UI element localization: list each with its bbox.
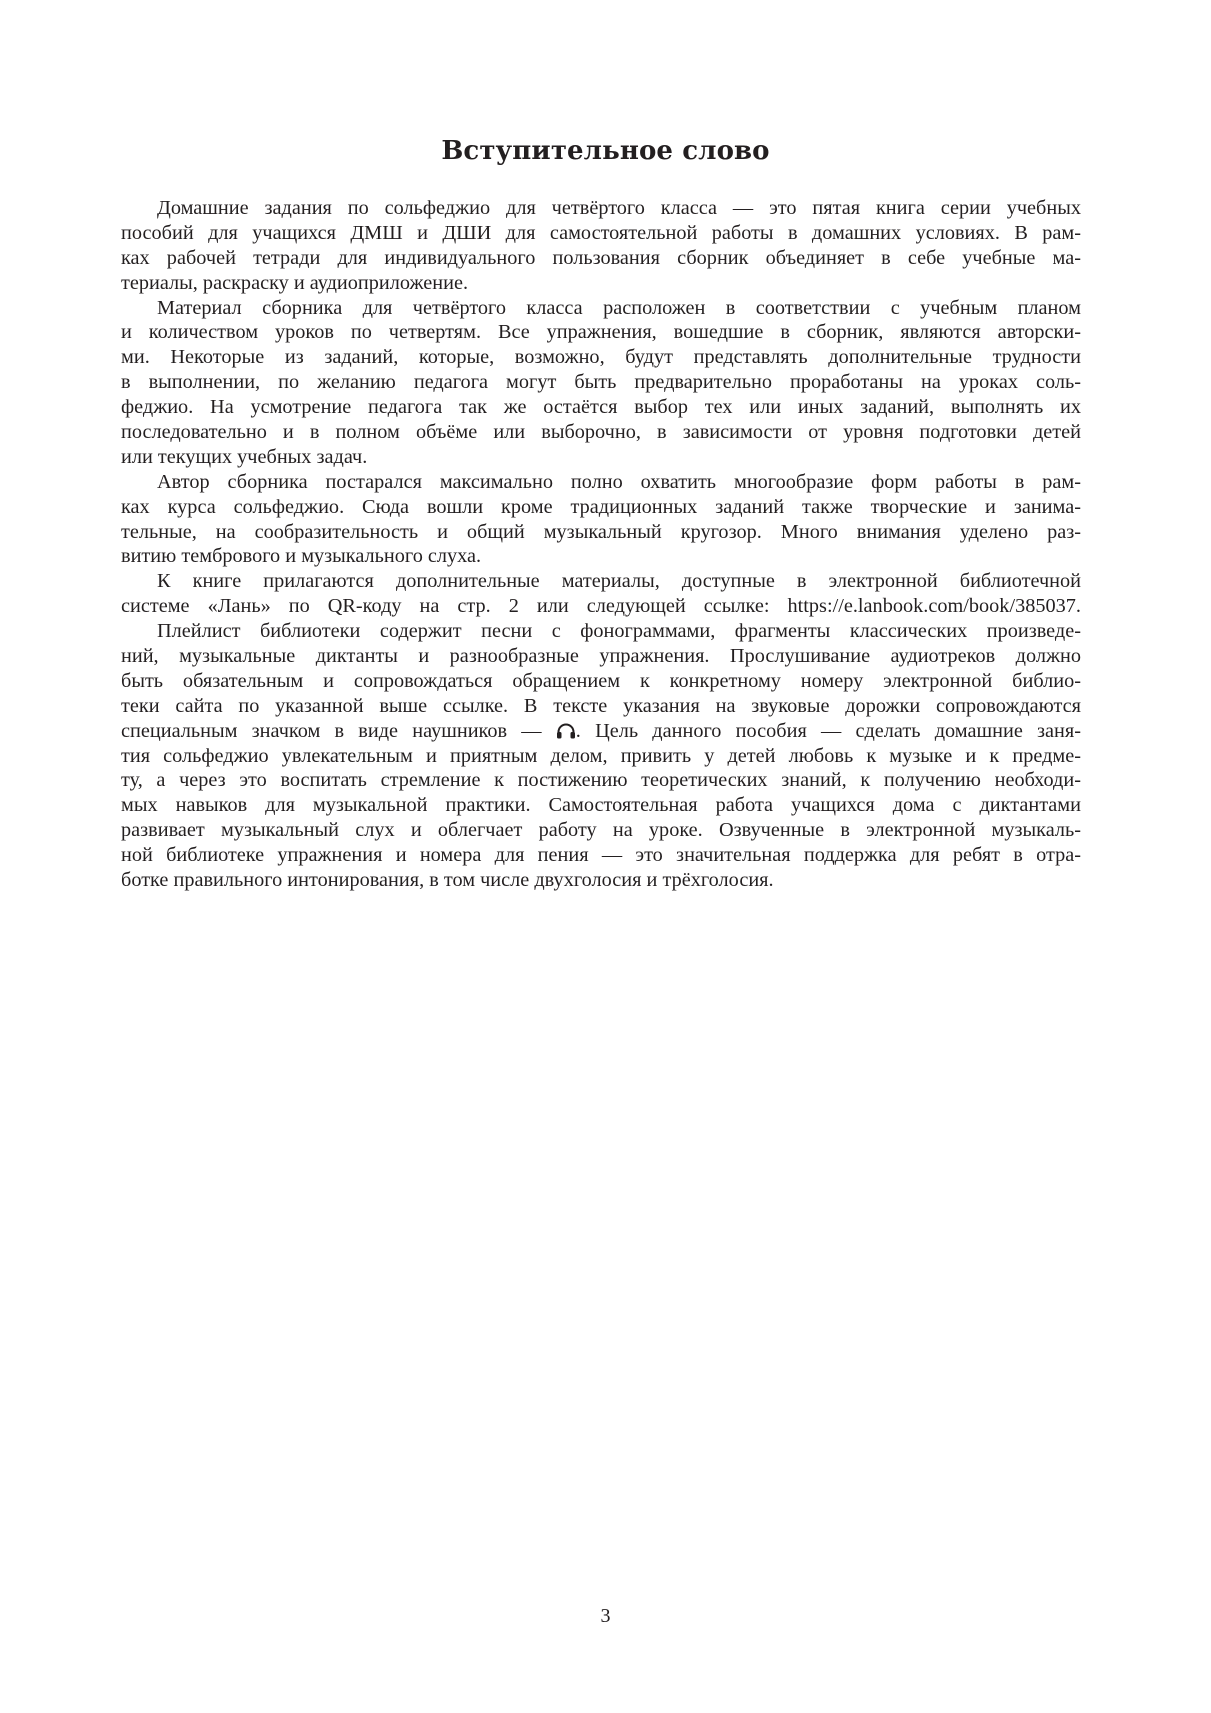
text-line: теки сайта по указанной выше ссылке. В тексте указания на звуковые дорожки сопровождаются xyxy=(121,694,1081,717)
text-line: развивает музыкальный слух и облегчает работу на уроке. Озвученные в электронной музыкаль- xyxy=(121,819,1081,842)
text-line: ной библиотеке упражнения и номера для пения — это значительная поддержка для ребят в отра- xyxy=(121,844,1081,867)
text-line: ми. Некоторые из заданий, которые, возможно, будут представлять дополнительные трудности xyxy=(121,346,1081,369)
page-title: Вступительное слово xyxy=(441,136,770,166)
paragraph-5 xyxy=(121,619,1081,893)
text-line: тия сольфеджио увлекательным и приятным делом, привить у детей любовь к музыке и к предме- xyxy=(121,744,1081,767)
text-line: К книге прилагаются дополнительные материалы, доступные в электронной библиотечной xyxy=(157,570,1081,593)
text-line: и количеством уроков по четвертям. Все упражнения, вошедшие в сборник, являются авторски- xyxy=(121,321,1081,344)
text-line: ках курса сольфеджио. Сюда вошли кроме традиционных заданий также творческие и занима- xyxy=(121,495,1081,518)
text-line: пособий для учащихся ДМШ и ДШИ для самостоятельной работы в домашних условиях. В рам- xyxy=(121,221,1081,244)
paragraph-3 xyxy=(121,470,1081,570)
text-line: витию тембрового и музыкального слуха. xyxy=(121,545,482,568)
text-fragment: . Цель данного пособия — сделать домашние заня- xyxy=(575,719,1081,742)
text-line: Плейлист библиотеки содержит песни с фонограммами, фрагменты классических произведе- xyxy=(157,620,1081,643)
text-line: Автор сборника постарался максимально полно охватить многообразие форм работы в рам- xyxy=(157,470,1081,493)
text-line: тельные, на сообразительность и общий музыкальный кругозор. Много внимания уделено раз- xyxy=(121,520,1081,543)
text-line: системе «Лань» по QR-коду на стр. 2 или следующей ссылке: https://e.lanbook.com/book/385037. xyxy=(121,595,1081,618)
body-text xyxy=(121,196,1081,893)
text-line: Домашние задания по сольфеджио для четвёртого класса — это пятая книга серии учебных xyxy=(157,197,1081,219)
text-line: ний, музыкальные диктанты и разнообразные упражнения. Прослушивание аудиотреков должно xyxy=(121,645,1081,668)
text-line: или текущих учебных задач. xyxy=(121,445,368,468)
paragraph-1 xyxy=(121,196,1081,296)
text-fragment: специальным значком в виде наушников — xyxy=(121,719,556,742)
text-line: териалы, раскраску и аудиоприложение. xyxy=(121,271,469,294)
paragraph-4 xyxy=(121,569,1081,619)
text-line: в выполнении, по желанию педагога могут быть предварительно проработаны на уроках соль- xyxy=(121,371,1081,394)
text-line: ту, а через это воспитать стремление к постижению теоретических знаний, к получению необходи- xyxy=(121,769,1081,792)
text-line: ботке правильного интонирования, в том числе двухголосия и трёхголосия. xyxy=(121,869,774,892)
text-line: последовательно и в полном объёме или выборочно, в зависимости от уровня подготовки детей xyxy=(121,421,1081,444)
text-line: феджио. На усмотрение педагога так же остаётся выбор тех или иных заданий, выполнять их xyxy=(121,396,1081,419)
headphones-icon xyxy=(556,723,576,739)
text-line: ках рабочей тетради для индивидуального пользования сборник объединяет в себе учебные ма- xyxy=(121,246,1081,269)
text-line-with-icon xyxy=(121,719,1081,744)
text-line: Материал сборника для четвёртого класса расположен в соответствии с учебным планом xyxy=(157,296,1081,319)
page-number: 3 xyxy=(600,1605,611,1627)
text-line: мых навыков для музыкальной практики. Самостоятельная работа учащихся дома с диктантами xyxy=(121,794,1081,817)
paragraph-2 xyxy=(121,296,1081,470)
text-line: быть обязательным и сопровождаться обращением к конкретному номеру электронной библио- xyxy=(121,669,1081,692)
